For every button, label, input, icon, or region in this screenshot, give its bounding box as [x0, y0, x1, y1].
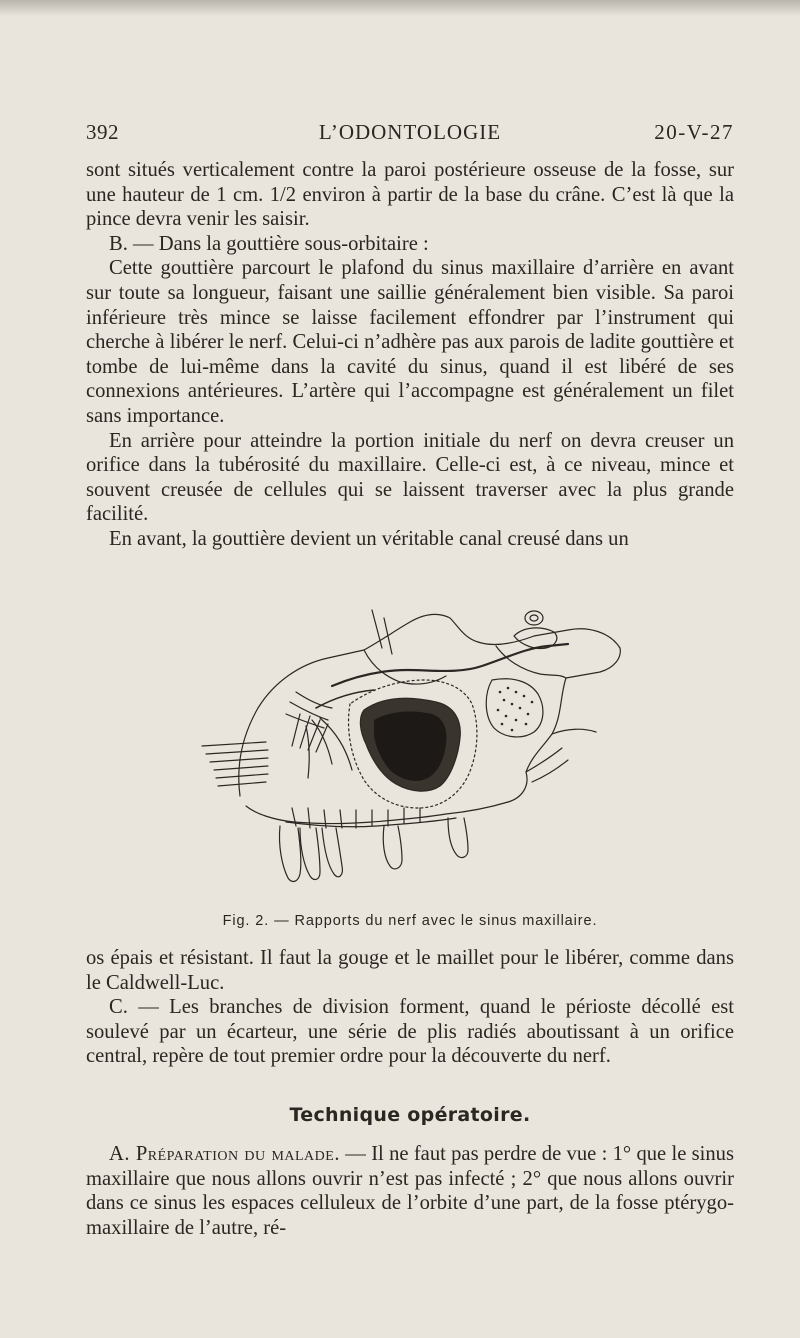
- issue-date: 20-V-27: [654, 120, 734, 144]
- text-block-middle: [86, 946, 734, 1069]
- running-head: [86, 120, 734, 150]
- paragraph: B. — Dans la gouttière sous-orbitaire :: [109, 232, 429, 255]
- subsection-label: A. Préparation du malade.: [109, 1143, 340, 1165]
- paragraph: os épais et résistant. Il faut la gouge et le maillet pour le libérer, comme dans le Caldwell-Luc.: [86, 947, 734, 994]
- paragraph: C. — Les branches de division forment, quand le périoste décollé est soulevé par un écarteur, une série de plis radiés aboutissant à un orifice central, repère de tout premier ordre pour la découverte du nerf.: [86, 996, 734, 1068]
- paragraph: sont situés verticalement contre la paroi postérieure osseuse de la fosse, sur une hauteur de 1 cm. 1/2 environ à partir de la base du crâne. C’est là que la pince devra venir les saisir.: [86, 159, 734, 231]
- paragraph-text: — Il ne faut pas perdre de vue : 1° que le sinus maxillaire que nous allons ouvrir n’est pas infecté ; 2° que nous allons ouvrir dans ce sinus les espaces celluleux de l’orbite d’une part, de la fosse ptérygo-maxillaire de l’autre, ré-: [86, 1143, 734, 1239]
- paragraph: [86, 1142, 734, 1240]
- text-block-bottom: [86, 1142, 734, 1240]
- figure-caption: Fig. 2. — Rapports du nerf avec le sinus maxillaire.: [222, 913, 598, 929]
- page-edge-shadow: [0, 0, 800, 16]
- paragraph: En arrière pour atteindre la portion initiale du nerf on devra creuser un orifice dans la tubérosité du maxillaire. Celle-ci est, à ce niveau, mince et souvent creusée de cellules qui se laissent traverser avec la plus grande facilité.: [86, 429, 734, 526]
- paragraph: Cette gouttière parcourt le plafond du sinus maxillaire d’arrière en avant sur toute sa longueur, faisant une saillie généralement bien visible. Sa paroi inférieure très mince se laisse facilement effondrer par l’instrument qui cherche à libérer le nerf. Celui-ci n’adhère pas aux parois de ladite gouttière et tombe de lui-même dans la cavité du sinus, quand il est libéré de ses connexions antérieures. L’artère qui l’accompagne est généralement un filet sans importance.: [86, 257, 734, 427]
- page-number: 392: [86, 120, 119, 144]
- journal-title: L’ODONTOLOGIE: [318, 120, 502, 144]
- text-block-top: [86, 158, 734, 552]
- paragraph: En avant, la gouttière devient un véritable canal creusé dans un: [109, 527, 629, 550]
- anatomical-illustration: [196, 596, 626, 902]
- section-heading: Technique opératoire.: [289, 1104, 531, 1126]
